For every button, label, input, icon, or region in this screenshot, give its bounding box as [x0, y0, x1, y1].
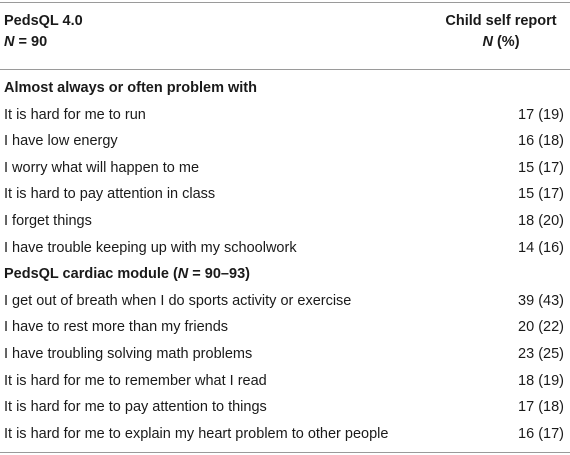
- row-value: 14 (16): [518, 239, 564, 256]
- row-value: 18 (19): [518, 372, 564, 389]
- bottom-rule: [0, 452, 570, 453]
- row-label: I have to rest more than my friends: [4, 319, 229, 336]
- row-label: I have low energy: [4, 133, 118, 150]
- row-label: It is hard for me to pay attention to things: [4, 399, 267, 416]
- row-value: 16 (17): [518, 425, 564, 442]
- section-title: [4, 261, 250, 288]
- table-row: [0, 368, 570, 395]
- header-column-unit: [436, 32, 566, 53]
- table-body: [0, 75, 570, 447]
- row-value: 17 (19): [518, 106, 564, 123]
- header-n-value: = 90: [14, 34, 48, 50]
- row-label: I get out of breath when I do sports activity or exercise: [4, 292, 352, 309]
- row-label: It is hard to pay attention in class: [4, 186, 216, 203]
- table-row: [0, 181, 570, 208]
- section-title: Almost always or often problem with: [4, 80, 257, 96]
- table-row: [0, 128, 570, 155]
- header-column-title: Child self report: [445, 13, 557, 29]
- header-sample-size: [4, 32, 83, 53]
- table-row: [0, 208, 570, 235]
- header-n-symbol: N: [4, 34, 15, 50]
- table-row: [0, 288, 570, 315]
- row-value: 16 (18): [518, 133, 564, 150]
- section-title-post: = 90–93): [188, 266, 250, 283]
- table-row: [0, 102, 570, 129]
- row-value: 15 (17): [518, 186, 564, 203]
- section-title-n-symbol: N: [177, 266, 189, 283]
- header-column-percent: (%): [492, 34, 520, 50]
- header-instrument: [4, 11, 83, 53]
- row-label: I worry what will happen to me: [4, 159, 200, 176]
- header-rule: [0, 69, 570, 70]
- row-value: 20 (22): [518, 319, 564, 336]
- row-label: It is hard for me to run: [4, 106, 146, 123]
- row-value: 17 (18): [518, 399, 564, 416]
- row-value: 23 (25): [518, 345, 564, 362]
- table-row: [0, 155, 570, 182]
- section-title-pre: PedsQL cardiac module (: [4, 266, 178, 283]
- header-column-report: [436, 11, 566, 53]
- top-rule: [0, 2, 570, 3]
- row-value: 39 (43): [518, 292, 564, 309]
- table-row: [0, 394, 570, 421]
- table-row: [0, 421, 570, 448]
- row-label: It is hard for me to explain my heart problem to other people: [4, 425, 389, 442]
- row-value: 18 (20): [518, 212, 564, 229]
- row-label: I forget things: [4, 212, 92, 229]
- section-heading-cardiac: [0, 261, 570, 288]
- row-value: 15 (17): [518, 159, 564, 176]
- table-row: [0, 314, 570, 341]
- header-instrument-title: PedsQL 4.0: [4, 13, 83, 29]
- section-heading-generic: [0, 75, 570, 102]
- row-label: It is hard for me to remember what I read: [4, 372, 267, 389]
- row-label: I have trouble keeping up with my schoolwork: [4, 239, 297, 256]
- table-row: [0, 235, 570, 262]
- row-label: I have troubling solving math problems: [4, 345, 253, 362]
- header-column-n-symbol: N: [482, 34, 493, 50]
- table-row: [0, 341, 570, 368]
